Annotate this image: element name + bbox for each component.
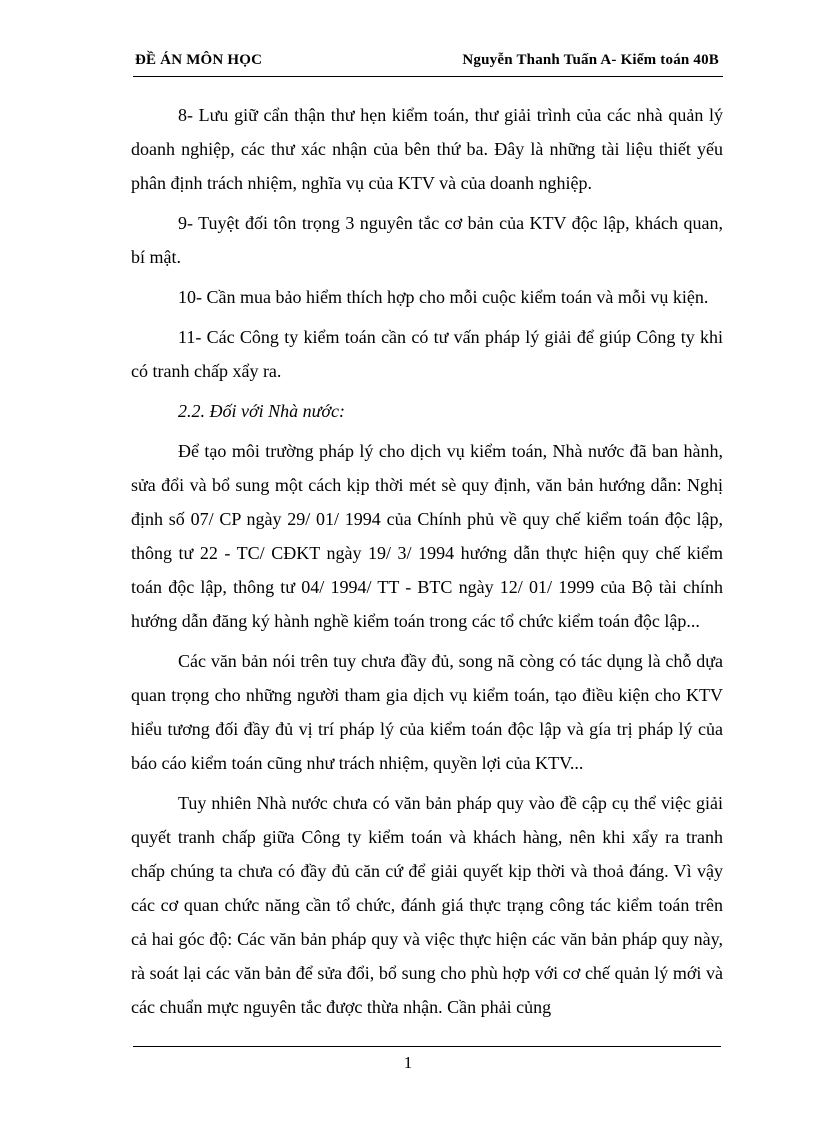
author-class-label: Nguyễn Thanh Tuấn A- Kiểm toán 40B [462, 52, 719, 68]
paragraph-item-8: 8- Lưu giữ cẩn thận thư hẹn kiểm toán, thư giải trình của các nhà quản lý doanh nghiệp, các thư xác nhận của bên thứ ba. Đây là những tài liệu thiết yếu phân định trách nhiệm, nghĩa vụ của KTV và của doanh nghiệp. [131, 105, 723, 193]
paragraph-item-10: 10- Cần mua bảo hiểm thích hợp cho mỗi cuộc kiểm toán và mỗi vụ kiện. [178, 287, 709, 307]
footer-divider [133, 1046, 721, 1047]
paragraph-legal-framework: Để tạo môi trường pháp lý cho dịch vụ kiểm toán, Nhà nước đã ban hành, sửa đổi và bổ sung một cách kịp thời mét sè quy định, văn bản hướng dẫn: Nghị định số 07/ CP ngày 29/ 01/ 1994 của Chính phủ về quy chế kiểm toán độc lập, thông tư 22 - TC/ CĐKT ngày 19/ 3/ 1994 hướng dẫn thực hiện quy chế kiểm toán độc lập, thông tư 04/ 1994/ TT - BTC ngày 12/ 01/ 1999 của Bộ tài chính hướng dẫn đăng ký hành nghề kiểm toán trong các tổ chức kiểm toán độc lập... [131, 441, 723, 631]
page-header [133, 52, 723, 74]
page-body [131, 98, 723, 1030]
page-number: 1 [403, 1053, 413, 1072]
document-type-label: ĐỀ ÁN MÔN HỌC [135, 52, 263, 68]
paragraph-item-11: 11- Các Công ty kiểm toán cần có tư vấn pháp lý giải để giúp Công ty khi có tranh chấp xẩy ra. [131, 327, 723, 381]
header-divider [133, 76, 723, 77]
paragraph-documents-role: Các văn bản nói trên tuy chưa đầy đủ, song nã còng có tác dụng là chỗ dựa quan trọng cho những người tham gia dịch vụ kiểm toán, tạo điều kiện cho KTV hiểu tương đối đầy đủ vị trí pháp lý của kiểm toán độc lập và gía trị pháp lý của báo cáo kiểm toán cũng như trách nhiệm, quyền lợi của KTV... [131, 651, 723, 773]
paragraph-dispute-resolution: Tuy nhiên Nhà nước chưa có văn bản pháp quy vào đề cập cụ thể việc giải quyết tranh chấp giữa Công ty kiểm toán và khách hàng, nên khi xẩy ra tranh chấp chúng ta chưa có đầy đủ căn cứ để giải quyết kịp thời và thoả đáng. Vì vậy các cơ quan chức năng cần tổ chức, đánh giá thực trạng công tác kiểm toán trên cả hai góc độ: Các văn bản pháp quy và việc thực hiện các văn bản pháp quy này, rà soát lại các văn bản để sửa đổi, bổ sung cho phù hợp với cơ chế quản lý mới và các chuẩn mực nguyên tắc được thừa nhận. Cần phải củng [131, 793, 723, 1017]
section-heading: 2.2. Đối với Nhà nước: [178, 401, 346, 421]
paragraph-item-9: 9- Tuyệt đối tôn trọng 3 nguyên tắc cơ bản của KTV độc lập, khách quan, bí mật. [131, 213, 723, 267]
